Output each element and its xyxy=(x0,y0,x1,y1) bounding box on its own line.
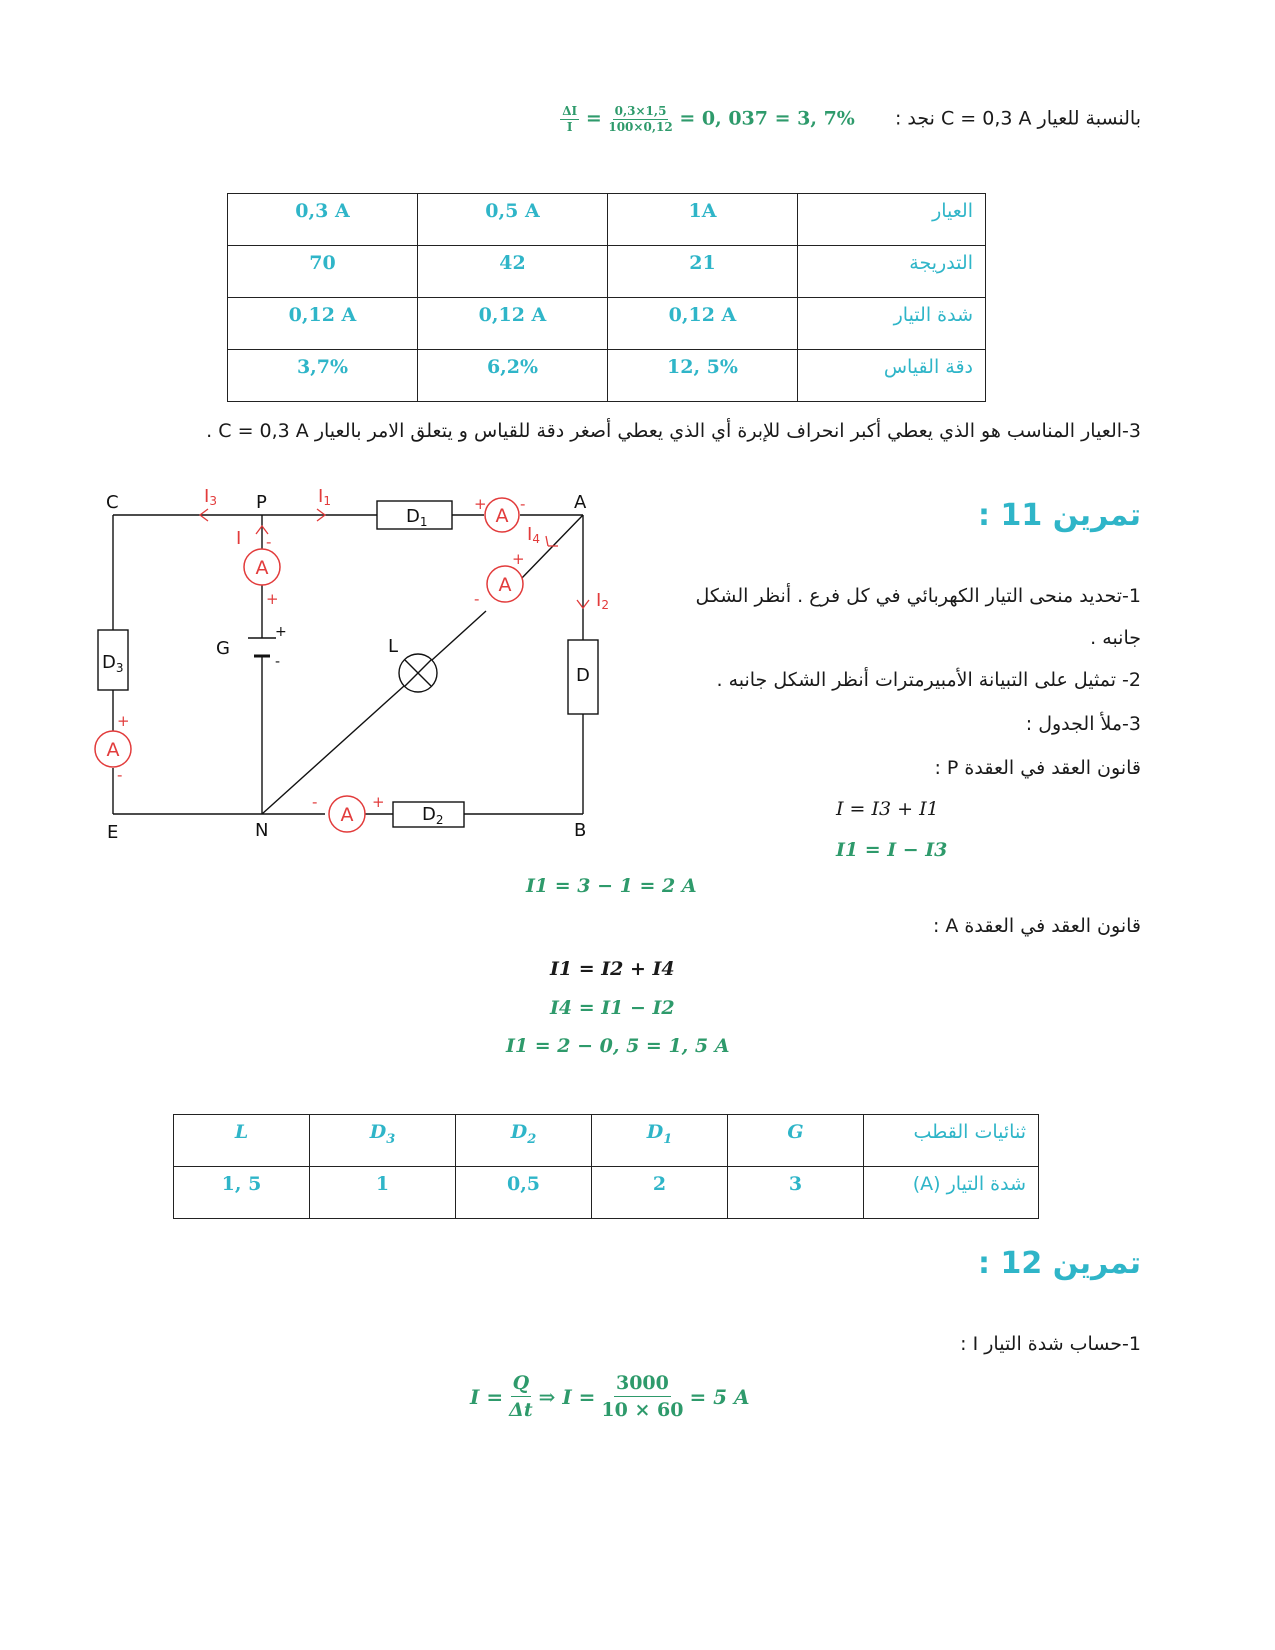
caliber-table-cell: 0,12 A xyxy=(418,298,608,350)
ammeter-label: A xyxy=(255,557,269,579)
svg-text:-: - xyxy=(520,495,526,513)
value-cell-l: 1, 5 xyxy=(174,1167,310,1219)
top-formula-frac-den: 100×0,12 xyxy=(608,120,673,134)
top-formula-lhs-den: I xyxy=(566,120,573,134)
current-i3-label: I3 xyxy=(204,486,217,508)
value-cell-d1: 2 xyxy=(592,1167,728,1219)
current-i1-label: I1 xyxy=(318,486,331,508)
ammeter-label: A xyxy=(495,505,509,527)
node-p-label: P xyxy=(256,492,267,513)
value-cell-d2: 0,5 xyxy=(456,1167,592,1219)
ex11-eq1: I = I3 + I1 xyxy=(836,798,939,820)
header-cell-d1: $D_1$ xyxy=(592,1115,728,1167)
current-i2-label: I2 xyxy=(596,590,609,612)
caliber-table-cell: 12, 5% xyxy=(608,350,798,402)
circuit-diagram xyxy=(80,478,640,848)
caliber-table-label: شدة التيار xyxy=(798,298,986,350)
value-cell-g: 3 xyxy=(728,1167,864,1219)
svg-text:+: + xyxy=(512,550,525,568)
value-cell-d3: 1 xyxy=(310,1167,456,1219)
ex11-node-p: قانون العقد في العقدة P : xyxy=(934,757,1141,779)
caliber-table-row xyxy=(228,298,986,350)
current-table-value-row xyxy=(174,1167,1039,1219)
ex12-formula-result: = 5 A xyxy=(689,1384,750,1409)
ammeter-label: A xyxy=(340,804,354,826)
svg-text:+: + xyxy=(275,624,287,640)
caliber-table-cell: 0,12 A xyxy=(228,298,418,350)
svg-text:+: + xyxy=(372,793,385,811)
component-d2-label: $D_2$ xyxy=(422,804,444,827)
node-n-label: N xyxy=(255,820,269,841)
svg-text:+: + xyxy=(474,495,487,513)
header-cell-g: G xyxy=(728,1115,864,1167)
caliber-table-cell: 42 xyxy=(418,246,608,298)
ex12-formula-left: I = xyxy=(470,1384,504,1409)
conclusion-line: 3-العيار المناسب هو الذي يعطي أكبر انحراف للإبرة أي الذي يعطي أصغر دقة للقياس و يتعلق الامر بالعيار C = 0,3 A . xyxy=(206,420,1141,442)
caliber-table xyxy=(227,193,986,402)
ex11-eq3: I1 = 3 − 1 = 2 A xyxy=(526,875,697,897)
caliber-table-cell: 21 xyxy=(608,246,798,298)
svg-text:-: - xyxy=(474,590,480,608)
top-formula: $\frac{\Delta I}{I}$ = $\frac{0,3\times 1,5}{100\times 0,12}$ = 0, 037 = 3, 7% xyxy=(562,104,855,134)
ex11-eq6: I1 = 2 − 0, 5 = 1, 5 A xyxy=(506,1035,730,1057)
ex12-formula-mid: ⇒ I = xyxy=(538,1384,596,1409)
current-table-header-row xyxy=(174,1115,1039,1167)
component-d1-label: $D_1$ xyxy=(406,506,428,529)
caliber-table-cell: 0,12 A xyxy=(608,298,798,350)
top-formula-result: = 0, 037 = 3, 7% xyxy=(679,107,855,130)
ex12-formula-dt: Δt xyxy=(509,1399,533,1421)
caliber-table-label: دقة القياس xyxy=(798,350,986,402)
exercise-11-title: تمرين 11 : xyxy=(978,498,1141,533)
caliber-table-cell: 0,3 A xyxy=(228,194,418,246)
component-d-label: D xyxy=(576,665,590,686)
caliber-table-cell: 3,7% xyxy=(228,350,418,402)
component-d3-label: $D_3$ xyxy=(102,652,124,675)
caliber-table-row xyxy=(228,350,986,402)
current-table xyxy=(173,1114,1039,1219)
current-i-label: I xyxy=(236,528,242,549)
ex11-eq2: I1 = I − I3 xyxy=(836,839,948,861)
ex11-eq5: I4 = I1 − I2 xyxy=(550,997,675,1019)
node-c-label: C xyxy=(106,492,119,513)
caliber-table-row xyxy=(228,246,986,298)
node-a-label: A xyxy=(574,492,587,513)
caliber-table-cell: 6,2% xyxy=(418,350,608,402)
node-b-label: B xyxy=(574,820,587,841)
header-cell-d2: $D_2$ xyxy=(456,1115,592,1167)
component-g-label: G xyxy=(216,638,230,659)
ex11-node-a: قانون العقد في العقدة A : xyxy=(932,915,1141,937)
node-e-label: E xyxy=(107,822,119,843)
ex11-line3: 3-ملأ الجدول : xyxy=(1025,713,1141,735)
svg-text:+: + xyxy=(266,590,279,608)
svg-text:-: - xyxy=(117,766,123,784)
current-i4-label: I4 xyxy=(527,524,540,546)
svg-text:-: - xyxy=(266,533,272,551)
caliber-table-cell: 1A xyxy=(608,194,798,246)
svg-text:-: - xyxy=(312,793,318,811)
ex12-formula-den: 10 × 60 xyxy=(601,1399,684,1421)
ex11-line2: 2- تمثيل على التبيانة الأمبيرمترات أنظر الشكل جانبه . xyxy=(716,669,1141,691)
ex12-formula xyxy=(470,1370,750,1423)
header-label-cell: ثنائيات القطب xyxy=(864,1115,1039,1167)
ex11-eq4: I1 = I2 + I4 xyxy=(550,958,675,980)
svg-text:-: - xyxy=(275,654,281,670)
component-l-label: L xyxy=(388,636,399,657)
caliber-table-cell: 0,5 A xyxy=(418,194,608,246)
ex11-line1: 1-تحديد منحى التيار الكهربائي في كل فرع . أنظر الشكل xyxy=(695,585,1141,607)
caliber-table-label: العيار xyxy=(798,194,986,246)
ex12-line1: 1-حساب شدة التيار I : xyxy=(960,1333,1141,1355)
header-cell-d3: $D_3$ xyxy=(310,1115,456,1167)
caliber-table-cell: 70 xyxy=(228,246,418,298)
exercise-12-title: تمرين 12 : xyxy=(978,1246,1141,1281)
top-formula-frac-num: 0,3×1,5 xyxy=(614,104,667,118)
ex11-line1b: جانبه . xyxy=(1090,627,1141,649)
ex12-formula-q: Q xyxy=(511,1370,532,1397)
top-line-text: بالنسبة للعيار C = 0,3 A نجد : xyxy=(894,107,1141,130)
top-formula-lhs-num: ΔI xyxy=(562,104,578,118)
ammeter-label: A xyxy=(498,574,512,596)
caliber-table-row xyxy=(228,194,986,246)
ex12-formula-num: 3000 xyxy=(614,1370,671,1397)
header-cell-l: L xyxy=(174,1115,310,1167)
ammeter-label: A xyxy=(106,739,120,761)
value-label-cell: شدة التيار (A) xyxy=(864,1167,1039,1219)
caliber-table-label: التدريجة xyxy=(798,246,986,298)
svg-text:+: + xyxy=(117,712,130,730)
top-line xyxy=(141,104,1141,135)
